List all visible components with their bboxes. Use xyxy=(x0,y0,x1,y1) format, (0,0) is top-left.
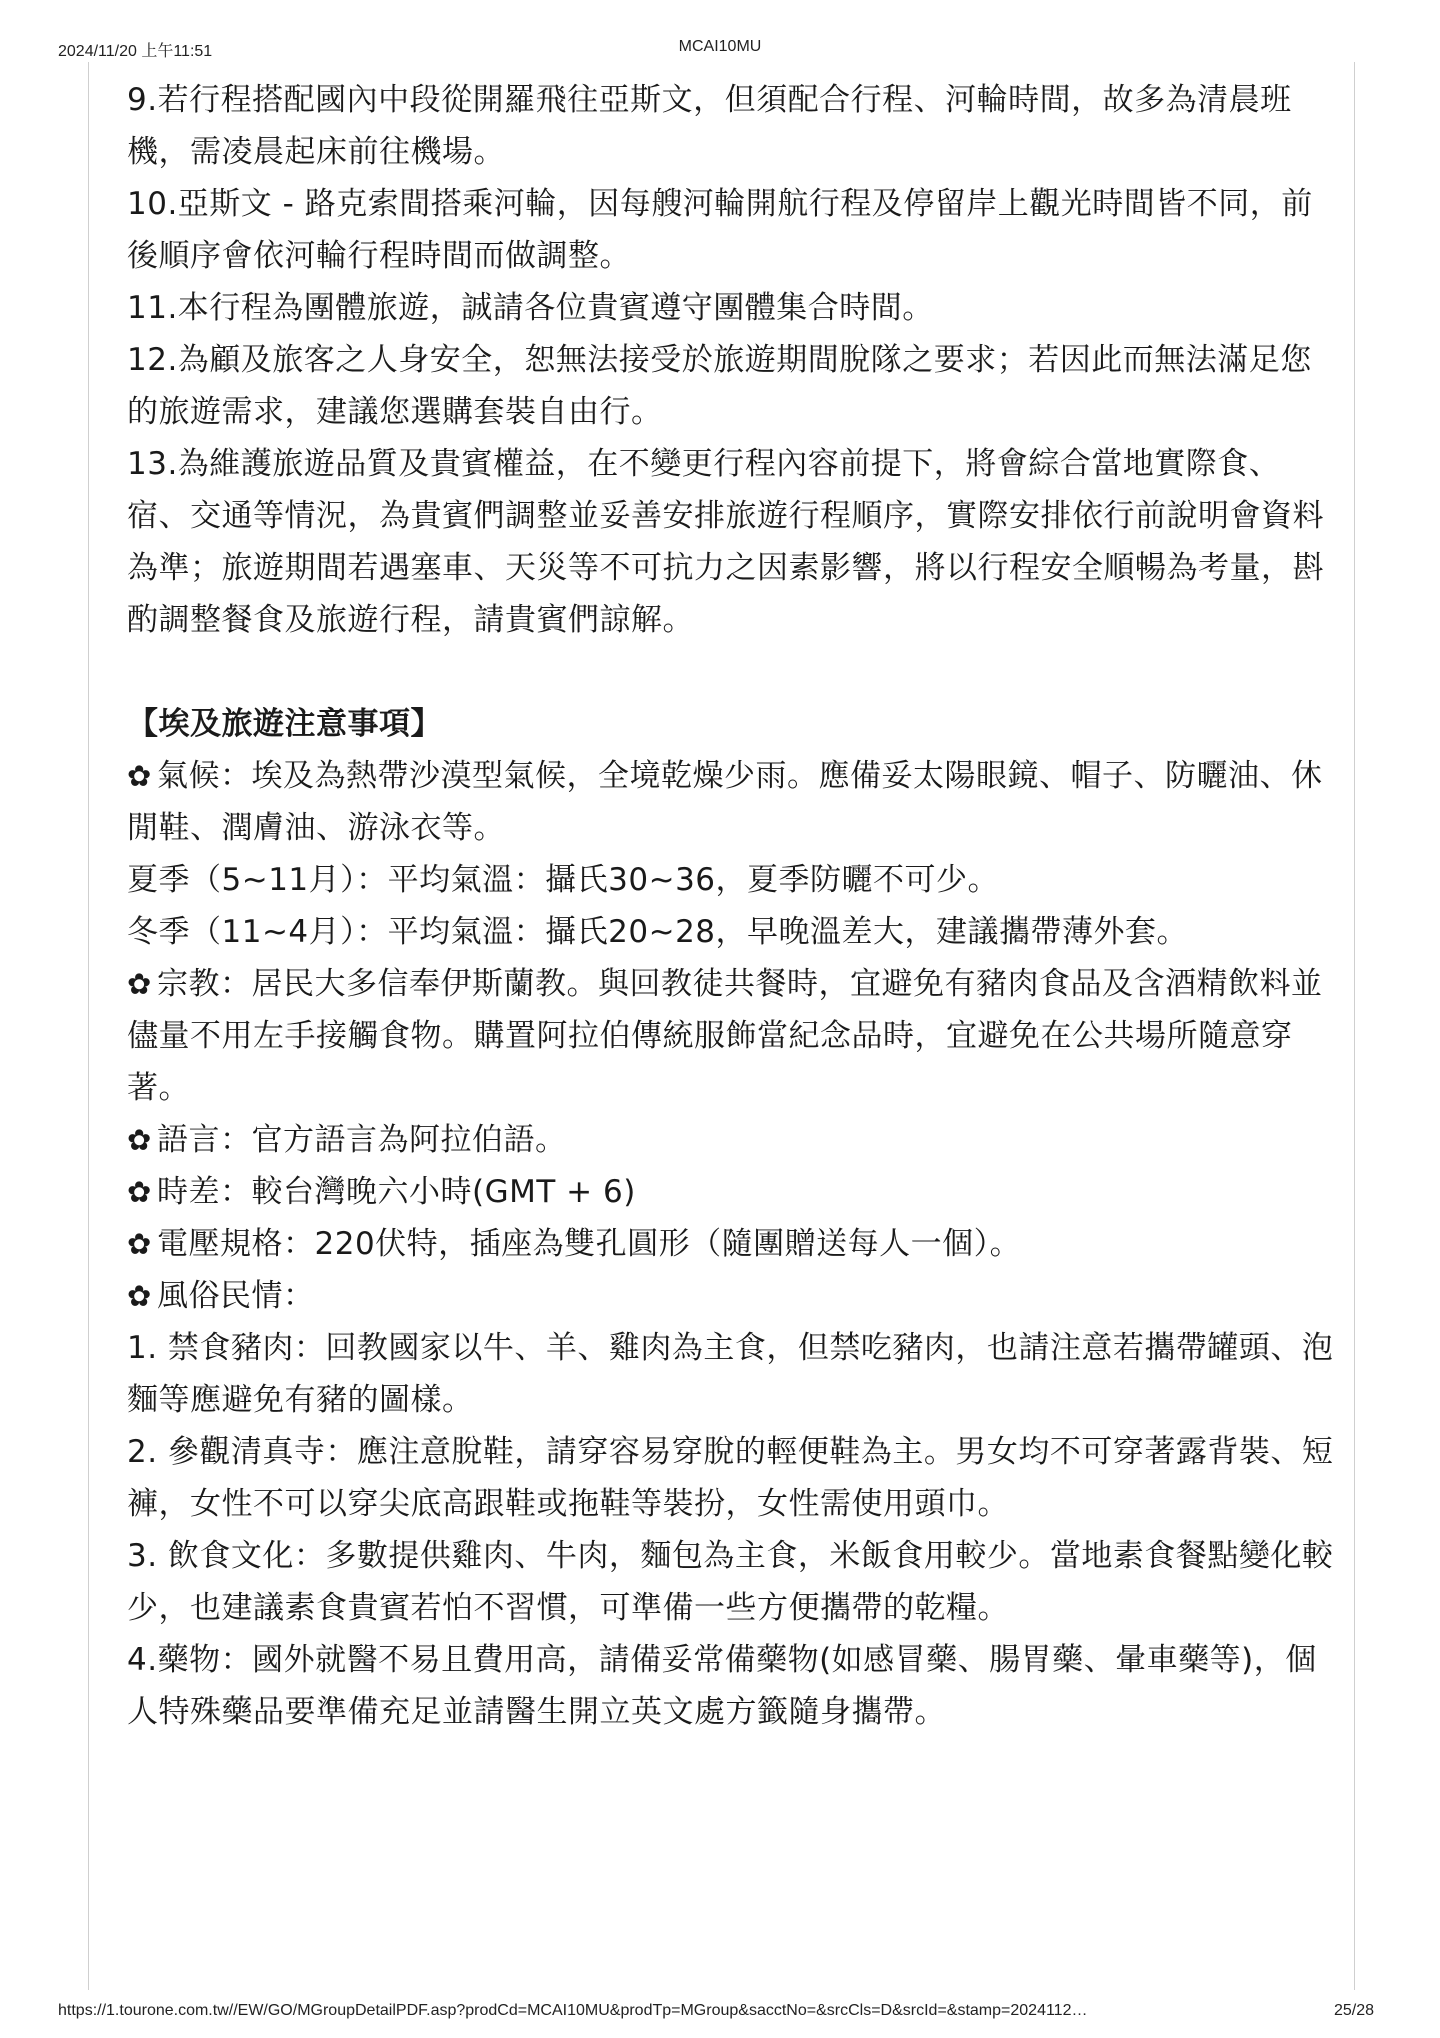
flower-bullet-icon: ✿ xyxy=(127,1227,152,1261)
section-spacer xyxy=(127,646,1337,698)
religion-paragraph xyxy=(127,958,1337,1114)
print-footer xyxy=(58,2002,1382,2026)
note-item-11: 11.本行程為團體旅遊，誠請各位貴賓遵守團體集合時間。 xyxy=(127,290,934,326)
document-body xyxy=(127,74,1337,1738)
flower-bullet-icon: ✿ xyxy=(127,1123,152,1157)
language-paragraph xyxy=(127,1114,1337,1166)
print-header xyxy=(58,38,1382,62)
flower-bullet-icon: ✿ xyxy=(127,1175,152,1209)
flower-bullet-icon: ✿ xyxy=(127,1279,152,1313)
timezone-paragraph xyxy=(127,1166,1337,1218)
page-frame-right-border xyxy=(1354,62,1355,1990)
voltage-text: 電壓規格：220伏特，插座為雙孔圓形（隨團贈送每人一個）。 xyxy=(157,1226,1022,1262)
flower-bullet-icon: ✿ xyxy=(127,759,152,793)
customs-item-medicine: 4.藥物：國外就醫不易且費用高，請備妥常備藥物(如感冒藥、腸胃藥、暈車藥等)，個人特殊藥品要準備充足並請醫生開立英文處方籤隨身攜帶。 xyxy=(127,1642,1317,1730)
note-item-13: 13.為維護旅遊品質及貴賓權益，在不變更行程內容前提下，將會綜合當地實際食、宿、交通等情況，為貴賓們調整並妥善安排旅遊行程順序，實際安排依行前說明會資料為準；旅遊期間若遇塞車、天災等不可抗力之因素影響，將以行程安全順暢為考量，斟酌調整餐食及旅遊行程，請貴賓們諒解。 xyxy=(127,446,1324,638)
religion-text: 宗教：居民大多信奉伊斯蘭教。與回教徒共餐時，宜避免有豬肉食品及含酒精飲料並儘量不用左手接觸食物。購置阿拉伯傳統服飾當紀念品時，宜避免在公共場所隨意穿著。 xyxy=(127,966,1323,1106)
egypt-notes-heading: 【埃及旅遊注意事項】 xyxy=(127,706,442,742)
climate-text: 氣候：埃及為熱帶沙漠型氣候，全境乾燥少雨。應備妥太陽眼鏡、帽子、防曬油、休閒鞋、潤膚油、游泳衣等。 xyxy=(127,758,1323,846)
customs-item-pork: 1. 禁食豬肉：回教國家以牛、羊、雞肉為主食，但禁吃豬肉，也請注意若攜帶罐頭、泡麵等應避免有豬的圖樣。 xyxy=(127,1330,1334,1418)
page-frame-left-border xyxy=(88,62,89,1990)
summer-temperature: 夏季（5~11月）：平均氣溫：攝氏30~36，夏季防曬不可少。 xyxy=(127,862,1000,898)
note-item-9: 9.若行程搭配國內中段從開羅飛往亞斯文，但須配合行程、河輪時間，故多為清晨班機，需凌晨起床前往機場。 xyxy=(127,82,1292,170)
language-text: 語言：官方語言為阿拉伯語。 xyxy=(157,1122,567,1158)
customs-title: 風俗民情： xyxy=(157,1278,315,1314)
page-number: 25/28 xyxy=(1333,2002,1374,2019)
customs-item-food: 3. 飲食文化：多數提供雞肉、牛肉，麵包為主食，米飯食用較少。當地素食餐點變化較少，也建議素食貴賓若怕不習慣，可準備一些方便攜帶的乾糧。 xyxy=(127,1538,1334,1626)
note-item-10: 10.亞斯文 - 路克索間搭乘河輪，因每艘河輪開航行程及停留岸上觀光時間皆不同，前後順序會依河輪行程時間而做調整。 xyxy=(127,186,1313,274)
customs-heading xyxy=(127,1270,1337,1322)
customs-item-mosque: 2. 參觀清真寺：應注意脫鞋，請穿容易穿脫的輕便鞋為主。男女均不可穿著露背裝、短褲，女性不可以穿尖底高跟鞋或拖鞋等裝扮，女性需使用頭巾。 xyxy=(127,1434,1334,1522)
winter-temperature: 冬季（11~4月）：平均氣溫：攝氏20~28，早晚溫差大，建議攜帶薄外套。 xyxy=(127,914,1189,950)
source-url: https://1.tourone.com.tw//EW/GO/MGroupDetailPDF.asp?prodCd=MCAI10MU&prodTp=MGroup&sacctNo=&srcCls=D&srcId=&stamp=2024112… xyxy=(58,2002,1088,2019)
print-document-code: MCAI10MU xyxy=(678,38,762,55)
timezone-text: 時差：較台灣晚六小時(GMT + 6) xyxy=(157,1174,636,1210)
voltage-paragraph xyxy=(127,1218,1337,1270)
note-item-12: 12.為顧及旅客之人身安全，恕無法接受於旅遊期間脫隊之要求；若因此而無法滿足您的旅遊需求，建議您選購套裝自由行。 xyxy=(127,342,1312,430)
print-datetime: 2024/11/20 上午11:51 xyxy=(58,43,213,60)
flower-bullet-icon: ✿ xyxy=(127,967,152,1001)
climate-paragraph xyxy=(127,750,1337,854)
